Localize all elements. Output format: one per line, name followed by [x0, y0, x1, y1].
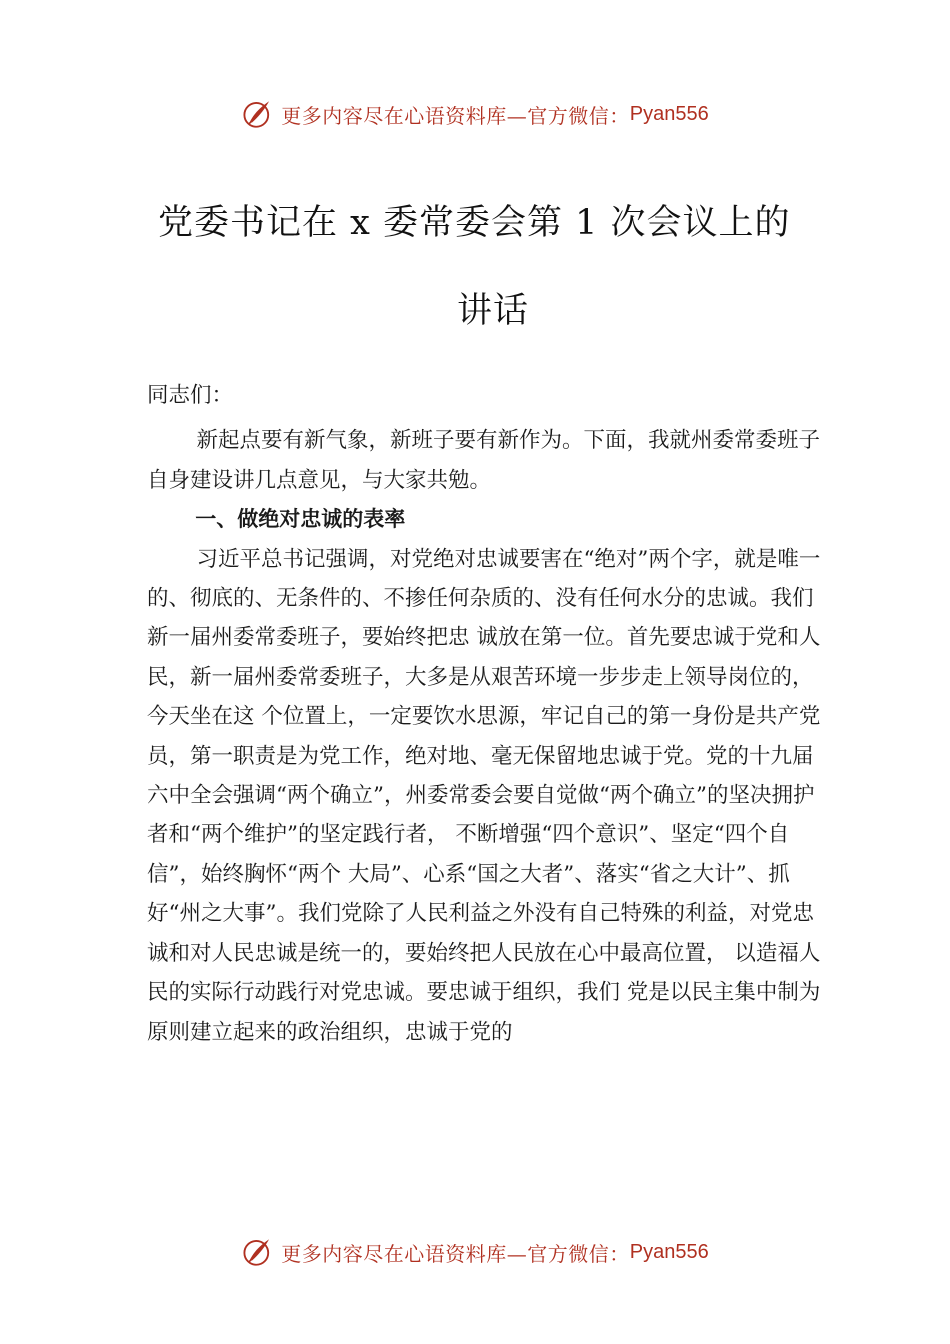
wechat-id: Pyan556 [629, 102, 709, 125]
watermark-banner-top [0, 94, 950, 134]
title-line-1: 党委书记在 x 委常委会第 1 次会议上的 [158, 203, 791, 243]
section-heading: 一、做绝对忠诚的表率 [195, 507, 406, 532]
pen-quill-icon [241, 97, 275, 131]
document-body [147, 376, 830, 1052]
title-line-2: 讲话 [456, 291, 529, 331]
banner-text: 更多内容尽在心语资料库—官方微信： [281, 1241, 630, 1266]
watermark-banner-bottom [0, 1232, 950, 1272]
pen-quill-icon [241, 1235, 275, 1269]
banner-text: 更多内容尽在心语资料库—官方微信： [281, 103, 630, 128]
section-paragraph: 习近平总书记强调，对党绝对忠诚要害在“绝对”两个字，就是唯一的、彻底的、无条件的、不掺任何杂质的、没有任何水分的忠诚。我们新一届州委常委班子，要始终把忠 诚放在第一位。首先要忠诚于党和人民，新一届州委常委班子，大多是从艰苦环境一步步走上领导岗位的，今天坐在这 个位置上，一定要饮水思源，牢记自己的第一身份是共产党员，第一职责是为党工作，绝对地、毫无保留地忠诚于党。党的十九届六中全会强调“两个确立”，州委常委会要自觉做“两个确立”的坚决拥护者和“两个维护”的坚定践行者， 不断增强“四个意识”、坚定“四个自信”，始终胸怀“两个 大局”、心系“国之大者”、落实“省之大计”、抓好“州之大事”。我们党除了人民利益之外没有自己特殊的利益，对党忠 诚和对人民忠诚是统一的，要始终把人民放在心中最高位置， 以造福人民的实际行动践行对党忠诚。要忠诚于组织，我们 党是以民主集中制为原则建立起来的政治组织，忠诚于党的 [147, 546, 821, 1045]
greeting: 同志们： [147, 383, 234, 408]
document-title [150, 198, 800, 336]
wechat-id: Pyan556 [629, 1240, 709, 1263]
intro-paragraph: 新起点要有新气象，新班子要有新作为。下面，我就州委常委班子自身建设讲几点意见，与大家共勉。 [147, 428, 820, 493]
